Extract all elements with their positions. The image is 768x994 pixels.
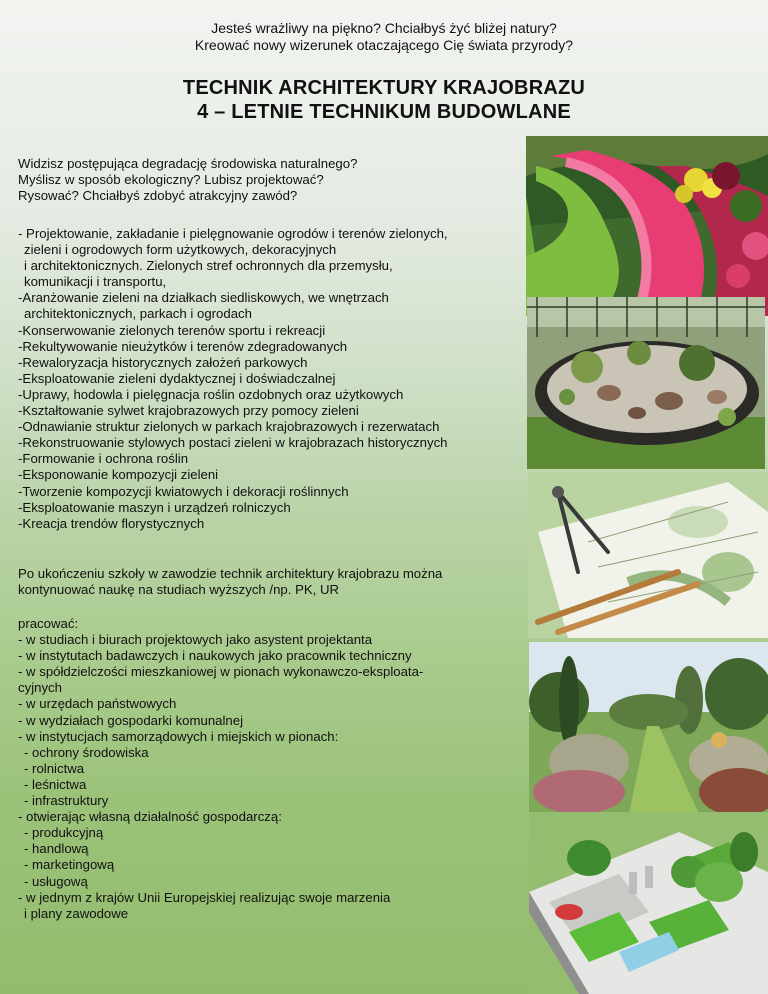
career-line: i plany zawodowe [24,905,129,921]
career-subitem: - handlową [24,841,89,857]
task-line: -Formowanie i ochrona roślin [18,451,189,467]
intro-text [0,20,768,54]
task-line: -Rekonstruowanie stylowych postaci zieleni w krajobrazach historycznych [18,435,448,451]
study-line: kontynuować naukę na studiach wyższych /np. PK, UR [18,582,340,598]
question-line: Rysować? Chciałbyś zdobyć atrakcyjny zawód? [18,188,298,204]
task-line: -Kreacja trendów florystycznych [18,515,205,531]
career-line: - w spółdzielczości mieszkaniowej w pionach wykonawczo-eksploata- [18,664,424,680]
task-line: -Uprawy, hodowla i pielęgnacja roślin ozdobnych oraz użytkowych [18,386,404,402]
career-subitem: - infrastruktury [24,793,109,809]
garden-plan-drawing [528,472,768,638]
intro-line: Kreować nowy wizerunek otaczającego Cię świata przyrody? [194,37,574,53]
career-line: pracować: [18,616,79,631]
task-line: -Eksponowanie kompozycji zieleni [18,467,219,483]
task-line: -Tworzenie kompozycji kwiatowych i dekoracji roślinnych [18,483,349,499]
career-line: - w instytucjach samorządowych i miejskich w pionach: [18,728,339,744]
task-line: -Aranżowanie zieleni na działkach siedliskowych, we wnętrzach [18,290,389,306]
page-title [0,76,768,124]
career-line: - w studiach i biurach projektowych jako asystent projektanta [18,632,373,648]
garden-design-model [529,812,768,994]
tasks-list [18,226,523,532]
intro-line: Jesteś wrażliwy na piękno? Chciałbyś żyć bliżej natury? [211,20,557,36]
career-line: - w instytutach badawczych i naukowych jako pracownik techniczny [18,648,412,664]
task-line: -Odnawianie struktur zielonych w parkach krajobrazowych i rezerwatach [18,419,440,435]
career-subitem: - usługową [24,873,88,889]
task-line: zieleni i ogrodowych form użytkowych, dekoracyjnych [24,242,337,258]
task-line: - Projektowanie, zakładanie i pielęgnowanie ogrodów i terenów zielonych, [18,226,448,241]
task-line: -Rekultywowanie nieużytków i terenów zdegradowanych [18,338,348,354]
question-line: Widzisz postępująca degradację środowiska naturalnego? [18,156,358,171]
careers-list [18,616,523,922]
career-line: - w urzędach państwowych [18,696,177,712]
task-line: -Eksploatowanie zieleni dydaktycznej i doświadczalnej [18,370,336,386]
career-line: cyjnych [18,680,62,696]
task-line: -Rewaloryzacja historycznych założeń parkowych [18,354,308,370]
career-subitem: - leśnictwa [24,776,87,792]
career-line: - otwierając własną działalność gospodarczą: [18,809,282,825]
career-line: - w wydziałach gospodarki komunalnej [18,712,244,728]
task-line: i architektonicznych. Zielonych stref ochronnych dla przemysłu, [24,258,393,274]
flower-bed-photo [526,136,768,316]
career-subitem: - ochrony środowiska [24,744,149,760]
career-subitem: - produkcyjną [24,825,104,841]
question-line: Myślisz w sposób ekologiczny? Lubisz projektować? [18,172,324,188]
study-block [18,566,523,598]
study-line: Po ukończeniu szkoły w zawodzie technik architektury krajobrazu można [18,566,443,581]
task-line: komunikacji i transportu, [24,274,167,290]
career-subitem: - rolnictwa [24,760,85,776]
title-line: 4 – LETNIE TECHNIKUM BUDOWLANE [197,101,571,123]
title-line: TECHNIK ARCHITEKTURY KRAJOBRAZU [182,77,586,99]
career-line: - w jednym z krajów Unii Europejskiej realizując swoje marzenia [18,889,391,905]
park-alley-photo [529,642,768,814]
task-line: architektonicznych, parkach i ogrodach [24,306,252,322]
task-line: -Kształtowanie sylwet krajobrazowych przy pomocy zieleni [18,403,359,419]
questions-block [18,156,523,204]
career-subitem: - marketingową [24,857,115,873]
rock-garden-photo [527,297,765,469]
task-line: -Eksploatowanie maszyn i urządzeń rolniczych [18,499,291,515]
task-line: -Konserwowanie zielonych terenów sportu i rekreacji [18,322,326,338]
